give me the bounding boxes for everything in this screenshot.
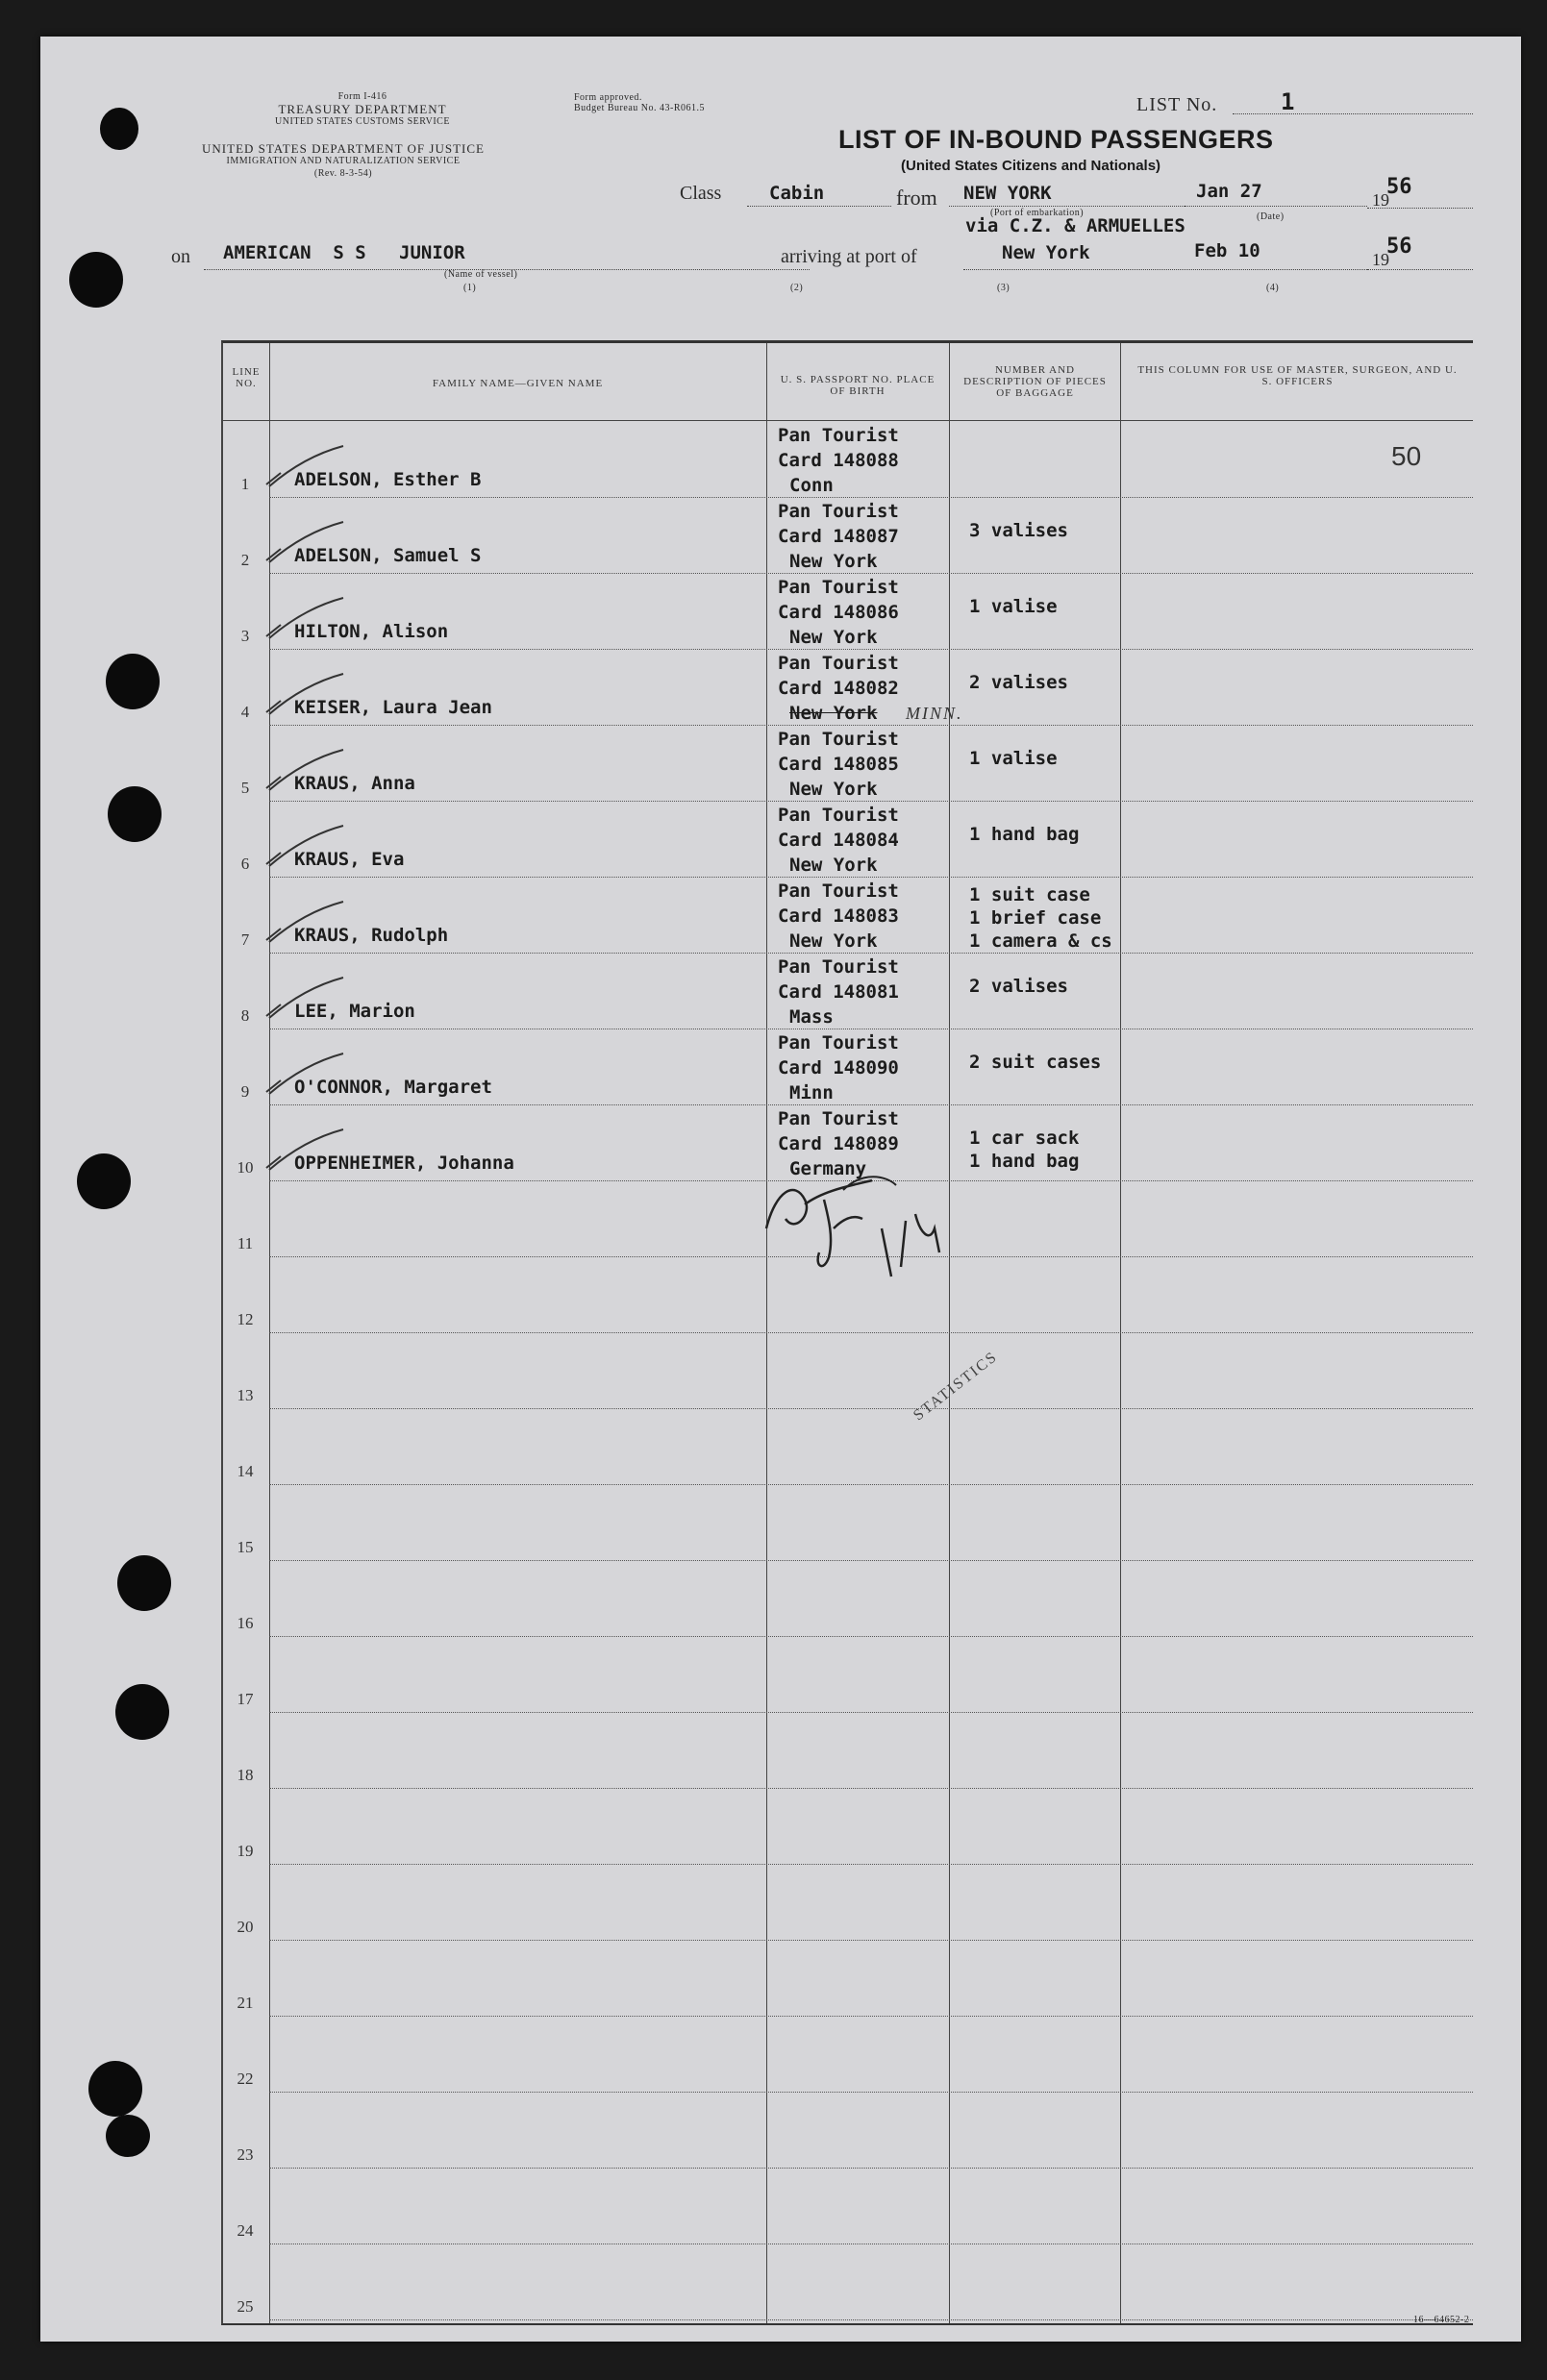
baggage-line: 2 valises — [969, 672, 1068, 693]
caption-3: (3) — [997, 283, 1011, 293]
line-number: 18 — [237, 1766, 254, 1784]
binder-hole — [117, 1555, 171, 1611]
passport-line: Card 148082 — [778, 678, 899, 699]
signature-scrawl — [737, 1161, 987, 1286]
passport-line: Pan Tourist — [778, 577, 899, 598]
line-number: 1 — [240, 475, 250, 493]
class-label: Class — [680, 183, 722, 204]
handwritten-correction: MINN. — [906, 704, 963, 723]
table-row — [223, 802, 1473, 878]
table-row — [223, 954, 1473, 1029]
line-number: 13 — [237, 1386, 254, 1404]
place-of-birth: New York — [789, 855, 878, 876]
passport-line: Pan Tourist — [778, 880, 899, 902]
passport-cell — [778, 1030, 899, 1105]
col-name: FAMILY NAME—GIVEN NAME — [432, 378, 604, 389]
col-passport: U. S. PASSPORT NO. PLACE OF BIRTH — [780, 374, 936, 397]
line-number: 7 — [240, 930, 250, 949]
statistics-stamp: STATISTICS — [911, 1348, 1001, 1425]
arrival-year: 56 — [1386, 235, 1412, 259]
baggage-line: 1 suit case — [969, 884, 1090, 905]
line-number: 16 — [237, 1614, 254, 1632]
passenger-name: O'CONNOR, Margaret — [294, 1077, 492, 1098]
table-row — [223, 2093, 1473, 2169]
place-of-birth: New York — [789, 930, 878, 952]
passport-line: Card 148084 — [778, 830, 899, 851]
line-number: 24 — [237, 2221, 254, 2240]
arrival-port: New York — [1002, 242, 1090, 263]
customs-label: UNITED STATES CUSTOMS SERVICE — [275, 116, 450, 127]
passport-cell — [778, 651, 899, 726]
baggage-cell — [969, 1051, 1101, 1074]
table-row — [223, 498, 1473, 574]
binder-hole — [69, 252, 123, 308]
passport-cell — [778, 423, 899, 498]
form-approved: Form approved. — [574, 92, 642, 103]
from-label: from — [896, 186, 937, 210]
year-prefix: 19 — [1372, 190, 1389, 210]
passport-line: Card 148088 — [778, 450, 899, 471]
table-row — [223, 878, 1473, 954]
line-number: 8 — [240, 1006, 250, 1025]
page-subtitle: (United States Citizens and Nationals) — [901, 158, 1161, 174]
passport-cell — [778, 499, 899, 574]
baggage-line: 1 camera & cs — [969, 930, 1112, 952]
footer-code: 16—64652-2 — [1413, 2315, 1470, 2325]
passport-line: Pan Tourist — [778, 501, 899, 522]
table-row — [223, 1865, 1473, 1941]
caption-2: (2) — [790, 283, 804, 293]
passport-line: Pan Tourist — [778, 805, 899, 826]
passenger-name: OPPENHEIMER, Johanna — [294, 1153, 514, 1174]
line-number: 22 — [237, 2070, 254, 2088]
justice-block — [156, 142, 531, 180]
place-of-birth: New York — [789, 627, 878, 648]
table-row — [223, 1637, 1473, 1713]
passport-line: Card 148089 — [778, 1133, 899, 1154]
passport-line: Card 148087 — [778, 526, 899, 547]
binder-hole — [115, 1684, 169, 1740]
line-number: 3 — [240, 627, 250, 645]
table-row — [223, 1561, 1473, 1637]
place-of-birth: New York — [789, 551, 878, 572]
manifest-page — [40, 37, 1521, 2342]
baggage-line: 1 car sack — [969, 1128, 1080, 1149]
col-officers: THIS COLUMN FOR USE OF MASTER, SURGEON, AND U. S. OFFICERS — [1137, 364, 1458, 387]
vessel-caption: (Name of vessel) — [444, 269, 518, 280]
line-number: 12 — [237, 1310, 254, 1328]
table-row — [223, 726, 1473, 802]
budget-bureau: Budget Bureau No. 43-R061.5 — [574, 103, 705, 113]
passport-line: Card 148086 — [778, 602, 899, 623]
table-row — [223, 1941, 1473, 2017]
passenger-name: KEISER, Laura Jean — [294, 697, 492, 718]
table-row — [223, 422, 1473, 498]
table-row — [223, 2244, 1473, 2320]
passenger-name: ADELSON, Samuel S — [294, 545, 482, 566]
caption-4: (4) — [1266, 283, 1280, 293]
passport-line: Card 148090 — [778, 1057, 899, 1078]
binder-hole — [106, 654, 160, 709]
passenger-name: ADELSON, Esther B — [294, 469, 482, 490]
passport-line: Pan Tourist — [778, 1108, 899, 1129]
table-row — [223, 1713, 1473, 1789]
table-row — [223, 1409, 1473, 1485]
line-number: 17 — [237, 1690, 254, 1708]
place-of-birth: New York — [789, 779, 878, 800]
line-number: 21 — [237, 1994, 254, 2012]
line-number: 11 — [237, 1234, 254, 1252]
vessel-name: AMERICAN S S JUNIOR — [223, 242, 465, 263]
line-number: 9 — [240, 1082, 250, 1101]
via-route: via C.Z. & ARMUELLES — [965, 215, 1185, 236]
line-number: 23 — [237, 2145, 254, 2164]
passport-line: Pan Tourist — [778, 1032, 899, 1054]
embark-port: NEW YORK — [963, 183, 1052, 204]
passport-line: Pan Tourist — [778, 653, 899, 674]
line-number: 6 — [240, 855, 250, 873]
place-of-birth: New York — [789, 703, 878, 724]
form-id-block — [223, 90, 502, 128]
approval-block — [574, 92, 705, 113]
baggage-line: 3 valises — [969, 520, 1068, 541]
line-number: 25 — [237, 2297, 254, 2316]
page-title: LIST OF IN-BOUND PASSENGERS — [838, 125, 1274, 154]
passport-line: Card 148083 — [778, 905, 899, 927]
line-number: 14 — [237, 1462, 254, 1480]
binder-hole — [88, 2061, 142, 2117]
passenger-name: LEE, Marion — [294, 1001, 415, 1022]
baggage-cell — [969, 519, 1068, 542]
baggage-line: 2 valises — [969, 976, 1068, 997]
passenger-name: HILTON, Alison — [294, 621, 449, 642]
line-number: 5 — [240, 779, 250, 797]
passport-cell — [778, 727, 899, 802]
table-row — [223, 2169, 1473, 2244]
treasury-label: TREASURY DEPARTMENT — [278, 102, 447, 116]
baggage-cell — [969, 671, 1068, 694]
depart-year: 56 — [1386, 175, 1412, 199]
form-number: Form I-416 — [337, 91, 387, 102]
line-number: 15 — [237, 1538, 254, 1556]
binder-hole — [108, 786, 162, 842]
depart-date: Jan 27 — [1196, 181, 1262, 202]
baggage-line: 1 valise — [969, 596, 1058, 617]
line-number: 20 — [237, 1918, 254, 1936]
line-number: 19 — [237, 1842, 254, 1860]
table-row — [223, 574, 1473, 650]
baggage-cell — [969, 747, 1058, 770]
baggage-line: 1 hand bag — [969, 824, 1080, 845]
baggage-cell — [969, 823, 1079, 846]
passport-line: Pan Tourist — [778, 425, 899, 446]
line-number: 10 — [237, 1158, 254, 1177]
place-of-birth: Mass — [789, 1006, 834, 1028]
passport-cell — [778, 575, 899, 650]
table-row — [223, 1029, 1473, 1105]
on-label: on — [171, 246, 190, 267]
col-baggage: NUMBER AND DESCRIPTION OF PIECES OF BAGGAGE — [963, 364, 1107, 399]
passport-cell — [778, 954, 899, 1029]
baggage-cell — [969, 595, 1058, 618]
passenger-name: KRAUS, Rudolph — [294, 925, 449, 946]
baggage-cell — [969, 883, 1112, 953]
binder-hole — [77, 1153, 131, 1209]
list-label: LIST No. — [1136, 94, 1218, 115]
place-of-birth: Conn — [789, 475, 834, 496]
passport-cell — [778, 803, 899, 878]
passport-line: Pan Tourist — [778, 729, 899, 750]
baggage-cell — [969, 975, 1068, 998]
table-row — [223, 1333, 1473, 1409]
table-row — [223, 2017, 1473, 2093]
passenger-name: KRAUS, Anna — [294, 773, 415, 794]
place-of-birth: Germany — [789, 1158, 867, 1179]
passport-line: Card 148081 — [778, 981, 899, 1003]
port-caption: (Port of embarkation) — [990, 208, 1085, 218]
date-caption: (Date) — [1257, 211, 1285, 222]
class-value: Cabin — [769, 183, 825, 204]
passenger-table — [221, 340, 1473, 2325]
binder-hole — [106, 2115, 150, 2157]
table-row — [223, 650, 1473, 726]
arrival-year-prefix: 19 — [1372, 250, 1389, 269]
passport-line: Pan Tourist — [778, 956, 899, 978]
justice-label: UNITED STATES DEPARTMENT OF JUSTICE — [202, 141, 485, 156]
ins-label: IMMIGRATION AND NATURALIZATION SERVICE — [226, 156, 461, 166]
table-row — [223, 1789, 1473, 1865]
list-number: 1 — [1281, 88, 1295, 115]
baggage-line: 2 suit cases — [969, 1052, 1102, 1073]
passenger-name: KRAUS, Eva — [294, 849, 405, 870]
caption-1: (1) — [463, 283, 477, 293]
baggage-line: 1 valise — [969, 748, 1058, 769]
col-line-no: LINE NO. — [232, 366, 261, 389]
revision-label: (Rev. 8-3-54) — [313, 168, 373, 179]
place-of-birth: Minn — [789, 1082, 834, 1103]
baggage-line: 1 brief case — [969, 907, 1102, 929]
arrival-date: Feb 10 — [1194, 240, 1260, 261]
line-number: 4 — [240, 703, 250, 721]
line-number: 2 — [240, 551, 250, 569]
binder-hole — [100, 108, 138, 150]
baggage-line: 1 hand bag — [969, 1151, 1080, 1172]
passport-line: Card 148085 — [778, 754, 899, 775]
arriving-label: arriving at port of — [781, 246, 917, 267]
officer-note: 50 — [1391, 441, 1422, 471]
table-row — [223, 1485, 1473, 1561]
passport-cell — [778, 879, 899, 954]
